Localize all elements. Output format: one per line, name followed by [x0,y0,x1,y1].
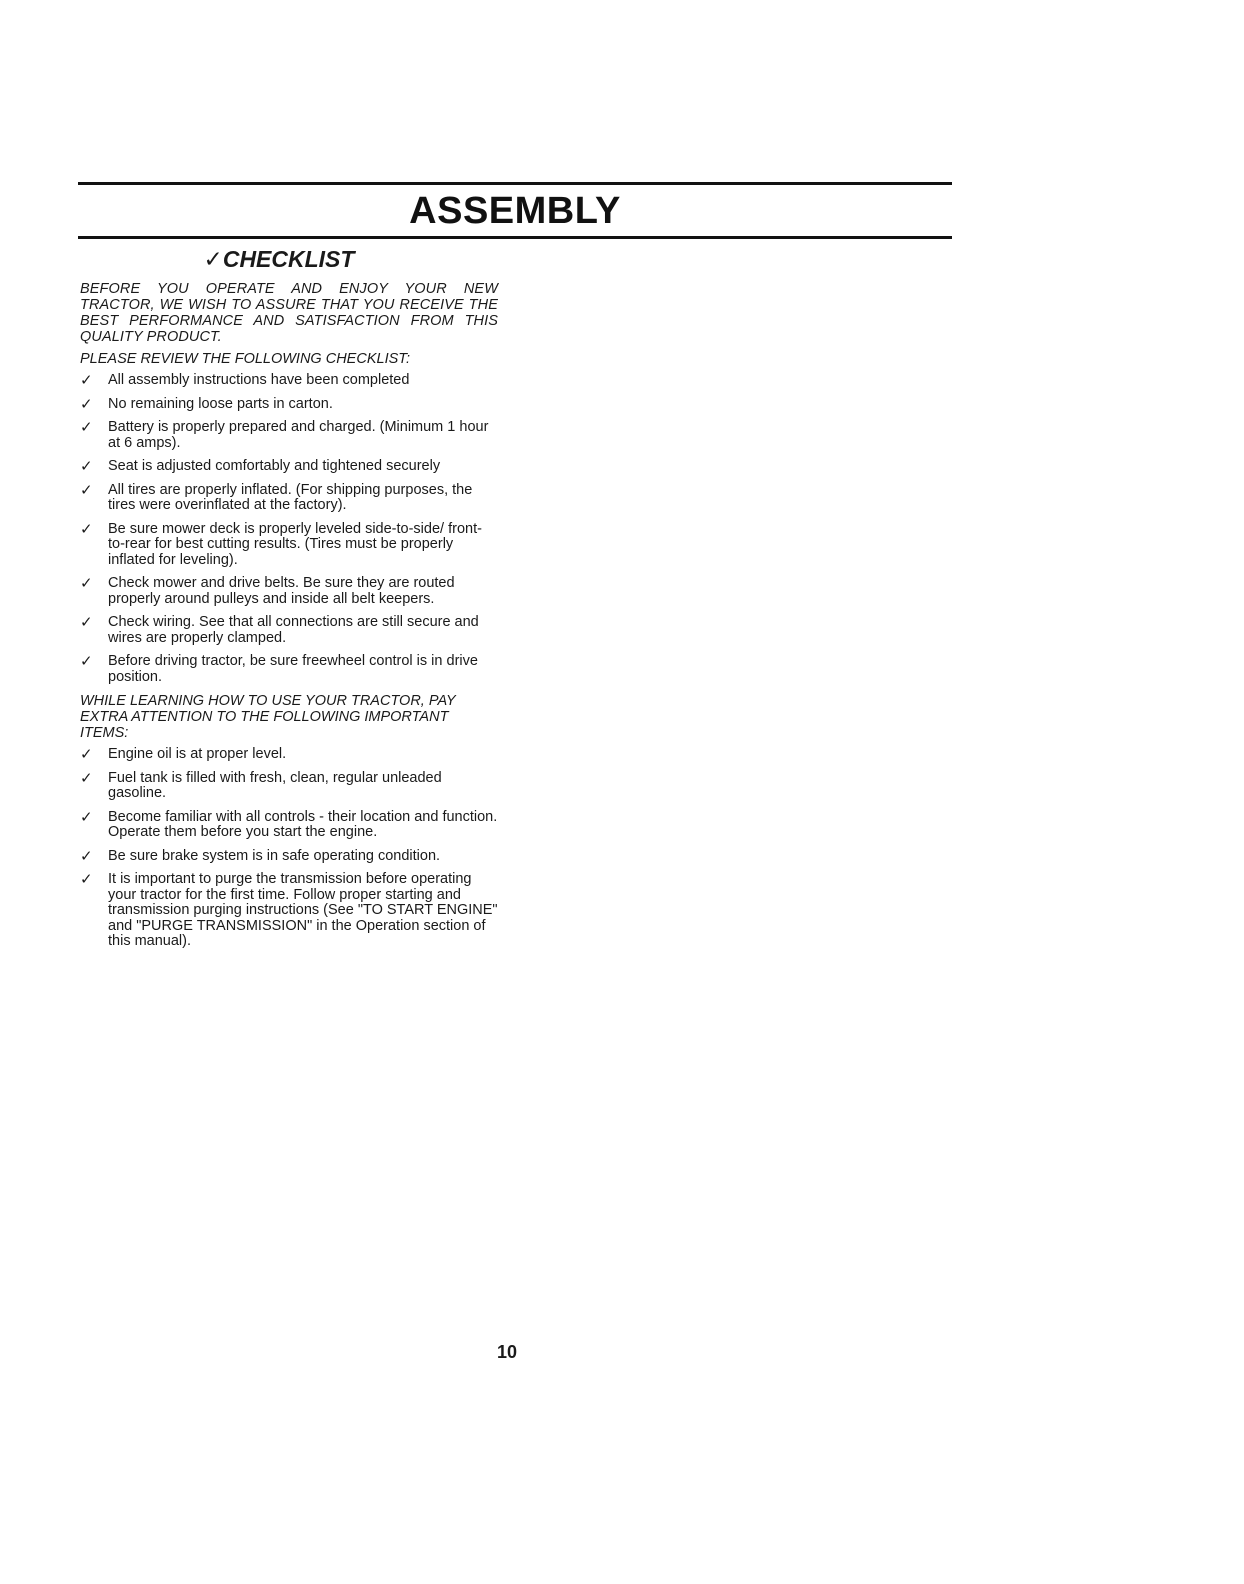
list-item-text: Become familiar with all controls - their location and function. Operate them before you start the engine. [108,808,498,840]
list-item [80,771,498,802]
list-item-text: All tires are properly inflated. (For shipping purposes, the tires were overinflated at the factory). [108,481,473,513]
list-item [80,397,498,413]
checklist-items [80,373,498,685]
list-item [80,459,498,475]
review-prompt: PLEASE REVIEW THE FOLLOWING CHECKLIST: [80,351,411,367]
checkmark-icon: ✓ [203,246,223,272]
checkmark-icon: ✓ [80,653,93,670]
checkmark-icon: ✓ [80,808,93,826]
checkmark-icon: ✓ [80,458,93,475]
list-item [80,654,498,685]
list-item [80,747,498,763]
important-items [80,747,498,950]
checkmark-icon: ✓ [80,614,93,631]
list-item [80,849,498,865]
checkmark-icon: ✓ [80,395,93,413]
list-item [80,522,498,569]
list-item-text: Be sure mower deck is properly leveled side-to-side/ front-to-rear for best cutting results. (Tires must be properly inflated for leveling). [108,520,482,568]
intro-paragraph: BEFORE YOU OPERATE AND ENJOY YOUR NEW TRACTOR, WE WISH TO ASSURE THAT YOU RECEIVE THE BEST PERFORMANCE AND SATISFACTION FROM THIS QUALITY PRODUCT. [80,281,498,345]
list-item-text: Check mower and drive belts. Be sure they are routed properly around pulleys and inside all belt keepers. [108,575,455,607]
list-item [80,872,498,950]
list-item-text: Engine oil is at proper level. [108,746,287,762]
checklist-heading [80,246,498,273]
list-item [80,483,498,514]
checkmark-icon: ✓ [80,481,93,499]
list-item-text: Before driving tractor, be sure freewheel control is in drive position. [108,653,478,685]
header-top-rule [78,182,952,185]
list-item-text: It is important to purge the transmission before operating your tractor for the first time. Follow proper starting and transmission purging instructions (See "TO START ENGINE" and "PURGE TRANSMISSION" in the Operation section of this manual). [108,871,498,949]
checklist-section [80,246,498,958]
list-item [80,615,498,646]
checkmark-icon: ✓ [80,520,93,538]
list-item [80,576,498,607]
important-prompt: WHILE LEARNING HOW TO USE YOUR TRACTOR, PAY EXTRA ATTENTION TO THE FOLLOWING IMPORTANT ITEMS: [80,693,456,741]
list-item-text: No remaining loose parts in carton. [108,395,333,412]
list-item [80,810,498,841]
checkmark-icon: ✓ [80,746,93,763]
list-item-text: All assembly instructions have been completed [108,372,410,388]
checkmark-icon: ✓ [80,575,93,592]
checkmark-icon: ✓ [80,372,93,389]
list-item [80,373,498,389]
checkmark-icon: ✓ [80,419,93,436]
checkmark-icon: ✓ [80,847,93,865]
list-item-text: Fuel tank is filled with fresh, clean, regular unleaded gasoline. [108,769,442,801]
list-item-text: Seat is adjusted comfortably and tightened securely [108,458,441,474]
list-item-text: Battery is properly prepared and charged. (Minimum 1 hour at 6 amps). [108,419,489,451]
checklist-heading-text: CHECKLIST [222,246,355,272]
page-title: ASSEMBLY [409,190,621,232]
list-item [80,420,498,451]
header-bottom-rule [78,236,952,239]
page-number: 10 [496,1342,518,1362]
list-item-text: Be sure brake system is in safe operating condition. [108,847,441,864]
list-item-text: Check wiring. See that all connections are still secure and wires are properly clamped. [108,614,479,646]
checkmark-icon: ✓ [80,871,93,888]
checkmark-icon: ✓ [80,769,93,787]
